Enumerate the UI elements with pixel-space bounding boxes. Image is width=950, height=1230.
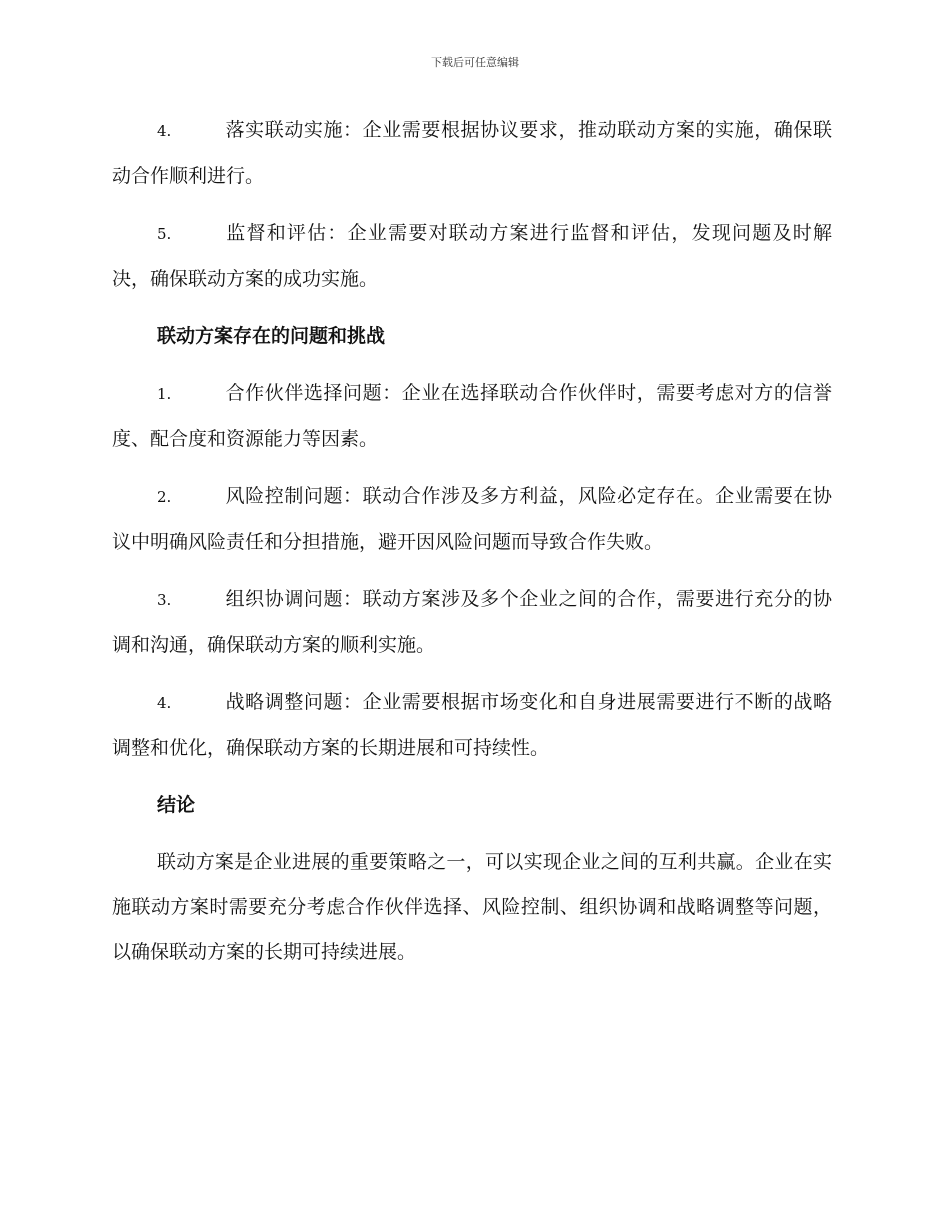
list-number: 1.: [157, 385, 172, 403]
list-item: [112, 371, 832, 462]
list-item: [112, 680, 832, 771]
list-number: 3.: [157, 591, 172, 609]
list-number: 2.: [157, 488, 172, 506]
list-item: [112, 577, 832, 668]
list-text: 落实联动实施：企业需要根据协议要求，推动联动方案的实施，确保联动合作顺利进行。: [112, 119, 832, 187]
list-text: 风险控制问题：联动合作涉及多方利益，风险必定存在。企业需要在协议中明确风险责任和分担措施，避开因风险问题而导致合作失败。: [112, 485, 832, 553]
list-text: 合作伙伴选择问题：企业在选择联动合作伙伴时，需要考虑对方的信誉度、配合度和资源能力等因素。: [112, 382, 832, 450]
document-content: [112, 108, 832, 975]
list-number: 4.: [157, 694, 172, 712]
list-text: 组织协调问题：联动方案涉及多个企业之间的合作，需要进行充分的协调和沟通，确保联动方案的顺利实施。: [112, 588, 832, 656]
list-item: [112, 211, 832, 302]
conclusion-paragraph: 联动方案是企业进展的重要策略之一，可以实现企业之间的互利共赢。企业在实施联动方案时需要充分考虑合作伙伴选择、风险控制、组织协调和战略调整等问题，以确保联动方案的长期可持续进展。: [112, 851, 832, 963]
section-heading-problems: 联动方案存在的问题和挑战: [157, 325, 386, 347]
list-text: 战略调整问题：企业需要根据市场变化和自身进展需要进行不断的战略调整和优化，确保联动方案的长期进展和可持续性。: [112, 691, 832, 759]
list-number: 5.: [157, 225, 172, 243]
list-text: 监督和评估：企业需要对联动方案进行监督和评估，发现问题及时解决，确保联动方案的成功实施。: [112, 222, 832, 290]
list-number: 4.: [157, 122, 172, 140]
section-heading-conclusion: 结论: [157, 794, 196, 816]
list-item: [112, 108, 832, 199]
header-note: 下载后可任意编辑: [431, 56, 519, 69]
list-item: [112, 474, 832, 565]
